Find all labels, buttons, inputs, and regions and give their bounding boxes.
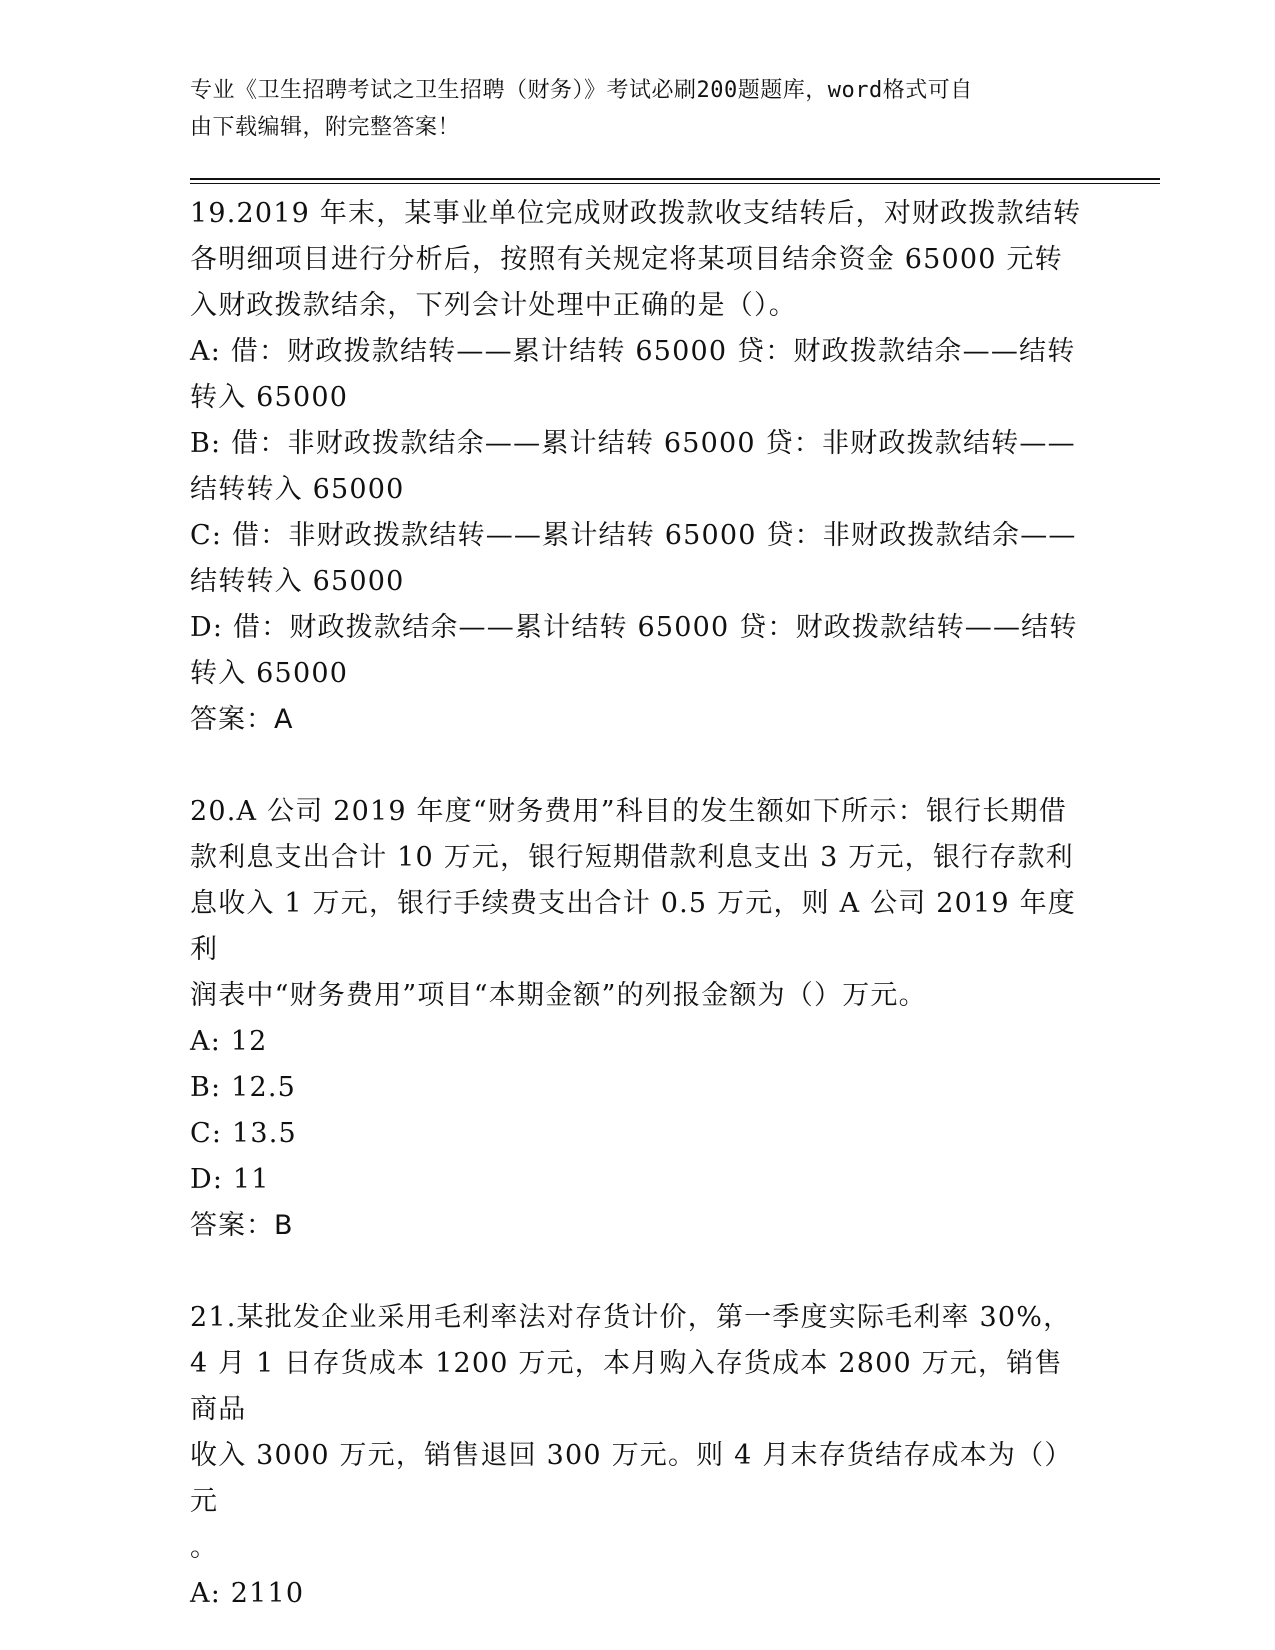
question-19-stem-line-3: 入财政拨款结余，下列会计处理中正确的是（）。 bbox=[190, 290, 797, 321]
question-21-stem-line-4: 。 bbox=[190, 1532, 219, 1563]
question-20-stem-line-1: 20.A 公司 2019 年度“财务费用”科目的发生额如下所示：银行长期借 bbox=[190, 796, 1067, 827]
question-20-answer: 答案：B bbox=[190, 1210, 294, 1241]
question-19-option-d-line-1: D: 借：财政拨款结余——累计结转 65000 贷：财政拨款结转——结转 bbox=[190, 612, 1078, 643]
question-20-stem-line-3: 息收入 1 万元，银行手续费支出合计 0.5 万元，则 A 公司 2019 年度利 bbox=[190, 888, 1076, 965]
question-20-option-d: D: 11 bbox=[190, 1164, 270, 1195]
question-19-option-a-line-1: A: 借：财政拨款结转——累计结转 65000 贷：财政拨款结余——结转 bbox=[190, 336, 1076, 367]
question-21-stem-line-2: 4 月 1 日存货成本 1200 万元，本月购入存货成本 2800 万元，销售商品 bbox=[190, 1348, 1063, 1425]
question-19-option-b-line-1: B: 借：非财政拨款结余——累计结转 65000 贷：非财政拨款结转—— bbox=[190, 428, 1076, 459]
question-20-option-a: A: 12 bbox=[190, 1026, 268, 1057]
question-spacer bbox=[190, 743, 1090, 789]
question-21-stem-line-1: 21.某批发企业采用毛利率法对存货计价，第一季度实际毛利率 30%， bbox=[190, 1302, 1072, 1333]
question-19-option-c-line-2: 结转转入 65000 bbox=[190, 566, 405, 597]
question-20-option-b: B: 12.5 bbox=[190, 1072, 297, 1103]
question-21 bbox=[190, 1295, 1090, 1617]
question-19-answer: 答案：A bbox=[190, 704, 294, 735]
question-21-option-a: A: 2110 bbox=[190, 1578, 305, 1609]
document-header bbox=[190, 72, 1070, 146]
header-divider-thin bbox=[190, 183, 1160, 184]
question-spacer bbox=[190, 1249, 1090, 1295]
question-19 bbox=[190, 191, 1090, 743]
question-20-stem-line-4: 润表中“财务费用”项目“本期金额”的列报金额为（）万元。 bbox=[190, 980, 927, 1011]
question-19-option-b-line-2: 结转转入 65000 bbox=[190, 474, 405, 505]
header-line-2: 由下载编辑，附完整答案！ bbox=[190, 115, 461, 140]
question-20-option-c: C: 13.5 bbox=[190, 1118, 297, 1149]
question-20-stem-line-2: 款利息支出合计 10 万元，银行短期借款利息支出 3 万元，银行存款利 bbox=[190, 842, 1074, 873]
question-19-option-c-line-1: C: 借：非财政拨款结转——累计结转 65000 贷：非财政拨款结余—— bbox=[190, 520, 1077, 551]
question-19-option-a-line-2: 转入 65000 bbox=[190, 382, 349, 413]
question-19-stem-line-2: 各明细项目进行分析后，按照有关规定将某项目结余资金 65000 元转 bbox=[190, 244, 1063, 275]
question-19-option-d-line-2: 转入 65000 bbox=[190, 658, 349, 689]
header-divider-thick bbox=[190, 178, 1160, 180]
header-line-1: 专业《卫生招聘考试之卫生招聘（财务）》考试必刷200题题库，word格式可自 bbox=[190, 78, 973, 103]
question-21-stem-line-3: 收入 3000 万元，销售退回 300 万元。则 4 月末存货结存成本为（）元 bbox=[190, 1440, 1073, 1517]
question-19-stem-line-1: 19.2019 年末，某事业单位完成财政拨款收支结转后，对财政拨款结转 bbox=[190, 198, 1082, 229]
question-list bbox=[190, 191, 1090, 1617]
question-20 bbox=[190, 789, 1090, 1249]
